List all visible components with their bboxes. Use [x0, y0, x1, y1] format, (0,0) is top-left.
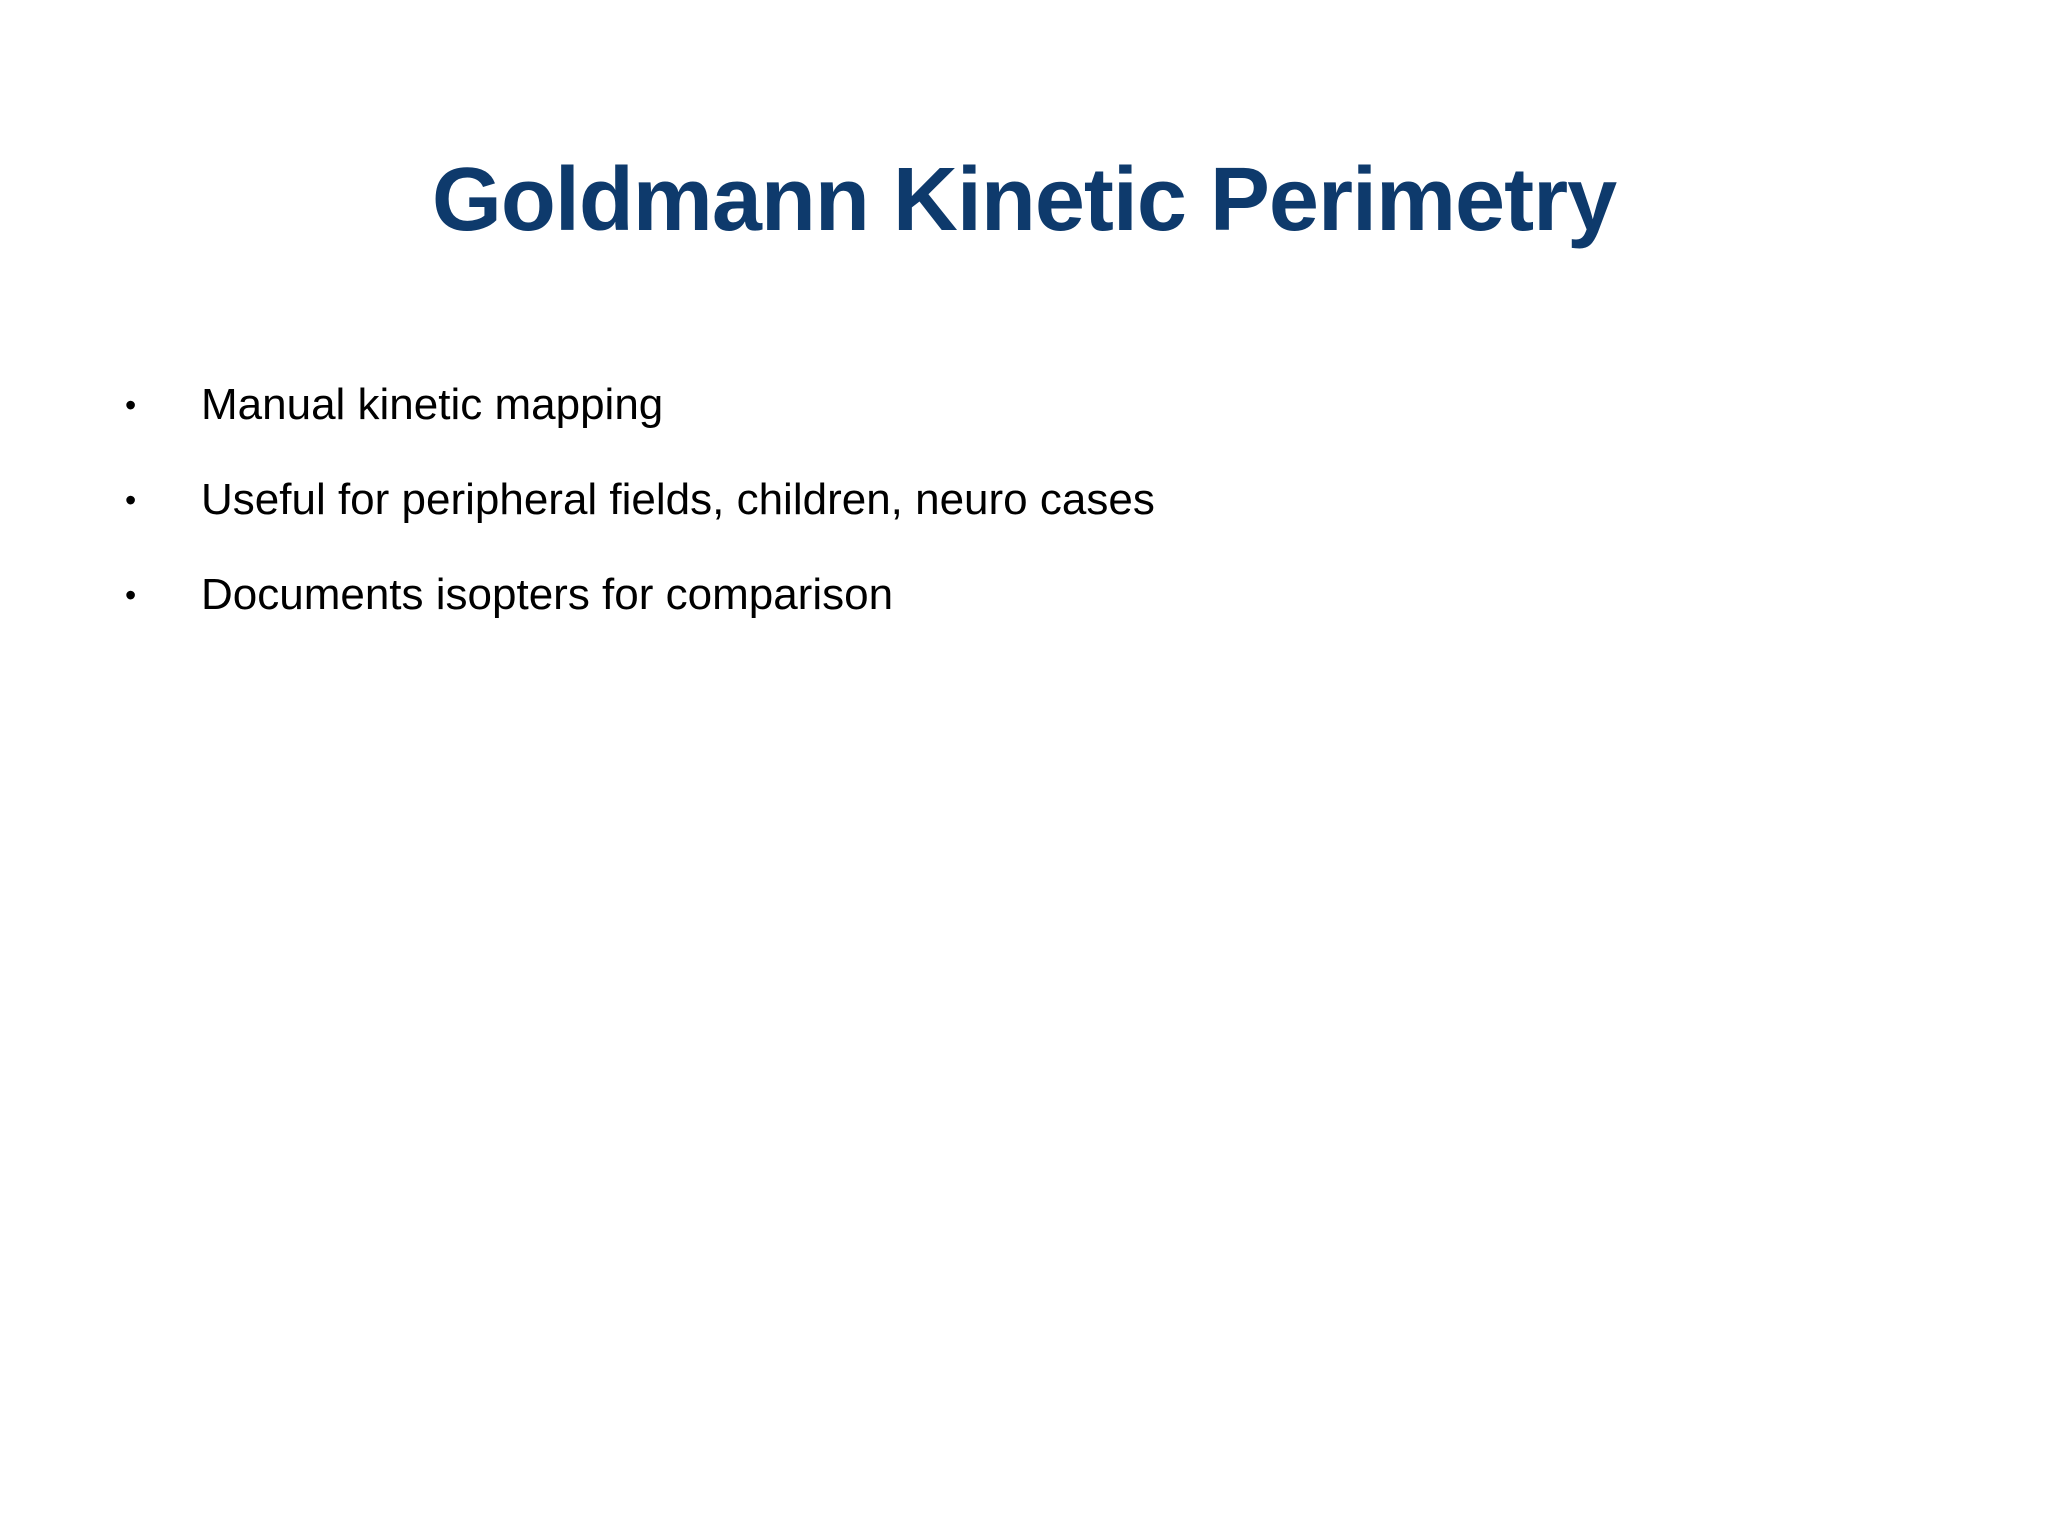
bullet-item — [0, 375, 2048, 470]
bullet-marker: • — [125, 387, 137, 423]
bullet-marker: • — [125, 482, 137, 518]
bullet-marker: • — [125, 577, 137, 613]
bullet-list — [0, 375, 2048, 660]
bullet-item — [0, 470, 2048, 565]
slide-title: Goldmann Kinetic Perimetry — [431, 150, 1617, 250]
bullet-text: Documents isopters for comparison — [201, 570, 894, 619]
bullet-item — [0, 565, 2048, 660]
bullet-text: Useful for peripheral fields, children, neuro cases — [201, 475, 1155, 524]
bullet-text: Manual kinetic mapping — [201, 380, 664, 429]
